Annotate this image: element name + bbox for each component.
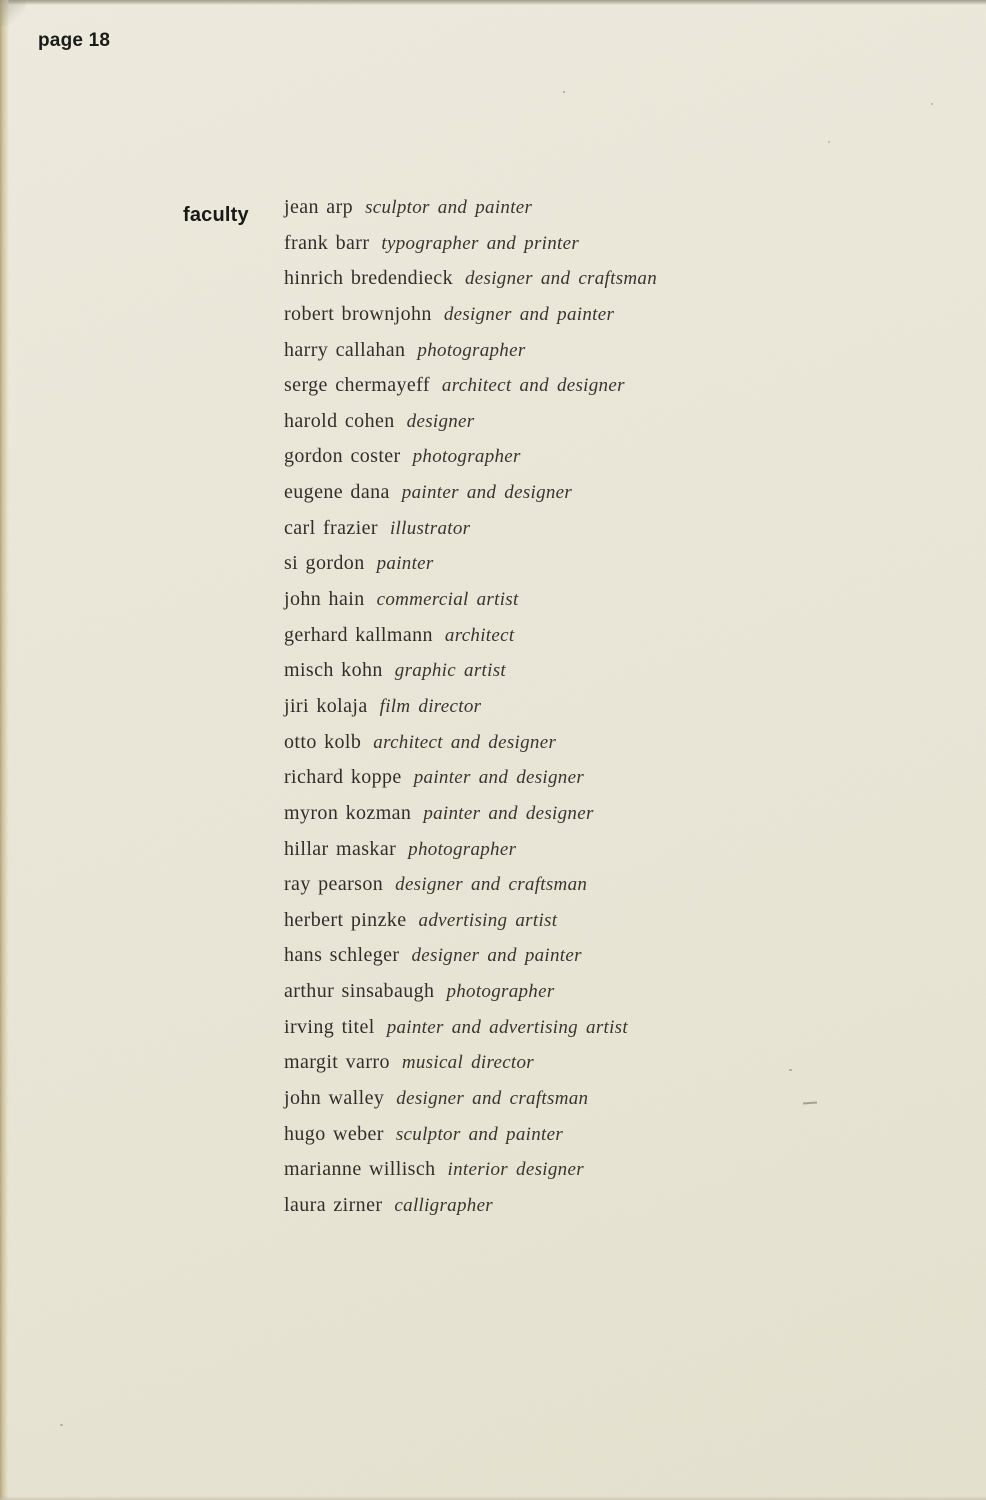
faculty-row bbox=[284, 374, 924, 410]
faculty-list bbox=[284, 196, 924, 1230]
faculty-row bbox=[284, 303, 924, 339]
faculty-row bbox=[284, 267, 924, 303]
faculty-name: herbert pinzke bbox=[284, 908, 407, 931]
faculty-name: john walley bbox=[284, 1087, 385, 1110]
faculty-name: otto kolb bbox=[284, 730, 362, 753]
faculty-role: photographer bbox=[408, 838, 517, 860]
faculty-name: ray pearson bbox=[284, 873, 384, 896]
faculty-role: sculptor and painter bbox=[395, 1123, 564, 1145]
faculty-row bbox=[284, 517, 924, 553]
faculty-name: jean arp bbox=[284, 196, 354, 218]
faculty-role: painter and designer bbox=[423, 802, 594, 824]
paper-speck bbox=[931, 103, 933, 105]
faculty-role: photographer bbox=[417, 339, 526, 361]
faculty-role: painter and advertising artist bbox=[386, 1016, 628, 1038]
faculty-name: misch kohn bbox=[284, 659, 383, 682]
faculty-name: hans schleger bbox=[284, 944, 400, 967]
faculty-row bbox=[284, 339, 924, 375]
faculty-role: designer and craftsman bbox=[396, 1088, 589, 1110]
faculty-role: designer and painter bbox=[411, 945, 582, 967]
faculty-row bbox=[284, 731, 924, 767]
paper-speck bbox=[828, 141, 830, 143]
faculty-row bbox=[284, 659, 924, 695]
faculty-name: gordon coster bbox=[284, 445, 401, 468]
faculty-row bbox=[284, 552, 924, 588]
page-edge-bottom bbox=[0, 1496, 986, 1500]
faculty-name: harry callahan bbox=[284, 338, 406, 361]
faculty-name: hinrich bredendieck bbox=[284, 267, 453, 290]
faculty-role: designer and painter bbox=[443, 303, 615, 325]
paper-speck bbox=[789, 1069, 792, 1071]
faculty-row bbox=[284, 909, 924, 945]
faculty-row bbox=[284, 481, 924, 517]
faculty-role: painter and designer bbox=[413, 767, 585, 789]
faculty-role: interior designer bbox=[447, 1159, 584, 1181]
faculty-role: photographer bbox=[446, 981, 555, 1003]
faculty-name: robert brownjohn bbox=[284, 302, 432, 325]
faculty-row bbox=[284, 980, 924, 1016]
faculty-row bbox=[284, 624, 924, 660]
faculty-name: marianne willisch bbox=[284, 1158, 436, 1181]
faculty-row bbox=[284, 944, 924, 980]
faculty-name: serge chermayeff bbox=[284, 374, 430, 397]
faculty-role: designer bbox=[406, 410, 475, 432]
faculty-role: film director bbox=[379, 695, 482, 717]
faculty-name: frank barr bbox=[284, 231, 370, 254]
faculty-role: commercial artist bbox=[376, 589, 519, 611]
faculty-role: architect bbox=[444, 624, 515, 646]
faculty-role: sculptor and painter bbox=[365, 197, 533, 218]
faculty-name: eugene dana bbox=[284, 481, 390, 504]
faculty-row bbox=[284, 410, 924, 446]
faculty-row bbox=[284, 196, 924, 232]
faculty-role: illustrator bbox=[389, 517, 471, 539]
faculty-name: gerhard kallmann bbox=[284, 623, 433, 646]
faculty-name: margit varro bbox=[284, 1051, 390, 1074]
faculty-name: hugo weber bbox=[284, 1122, 384, 1145]
faculty-row bbox=[284, 1194, 924, 1230]
faculty-role: musical director bbox=[401, 1052, 535, 1074]
faculty-name: myron kozman bbox=[284, 801, 412, 824]
faculty-name: irving titel bbox=[284, 1015, 375, 1038]
page-edge-top bbox=[0, 0, 986, 5]
faculty-row bbox=[284, 445, 924, 481]
faculty-row bbox=[284, 802, 924, 838]
faculty-row bbox=[284, 1051, 924, 1087]
faculty-name: hillar maskar bbox=[284, 837, 397, 860]
faculty-row bbox=[284, 1087, 924, 1123]
faculty-name: laura zirner bbox=[284, 1193, 383, 1216]
faculty-role: architect and designer bbox=[441, 375, 625, 397]
faculty-name: arthur sinsabaugh bbox=[284, 980, 435, 1003]
faculty-row bbox=[284, 232, 924, 268]
faculty-section-label: faculty bbox=[183, 204, 249, 226]
faculty-name: harold cohen bbox=[284, 409, 395, 432]
faculty-row bbox=[284, 873, 924, 909]
page-edge-corner bbox=[0, 0, 26, 26]
faculty-row bbox=[284, 1158, 924, 1194]
paper-speck bbox=[563, 91, 565, 93]
faculty-row bbox=[284, 1016, 924, 1052]
faculty-role: advertising artist bbox=[418, 909, 558, 931]
faculty-role: typographer and printer bbox=[381, 232, 580, 254]
faculty-row bbox=[284, 695, 924, 731]
faculty-row bbox=[284, 766, 924, 802]
faculty-role: painter bbox=[376, 553, 434, 575]
faculty-role: designer and craftsman bbox=[395, 874, 588, 896]
page-edge-left bbox=[0, 0, 9, 1500]
faculty-name: si gordon bbox=[284, 552, 365, 575]
faculty-role: designer and craftsman bbox=[464, 268, 658, 290]
faculty-row bbox=[284, 838, 924, 874]
page-number: page 18 bbox=[38, 30, 111, 51]
faculty-role: calligrapher bbox=[394, 1194, 493, 1216]
faculty-role: painter and designer bbox=[401, 482, 573, 504]
faculty-name: jiri kolaja bbox=[284, 694, 368, 717]
faculty-role: graphic artist bbox=[394, 660, 506, 682]
faculty-role: photographer bbox=[412, 446, 521, 468]
faculty-name: john hain bbox=[284, 588, 365, 611]
faculty-row bbox=[284, 1123, 924, 1159]
faculty-role: architect and designer bbox=[373, 731, 557, 753]
faculty-row bbox=[284, 588, 924, 624]
paper-speck bbox=[60, 1424, 63, 1426]
faculty-name: richard koppe bbox=[284, 766, 402, 789]
faculty-name: carl frazier bbox=[284, 516, 378, 539]
